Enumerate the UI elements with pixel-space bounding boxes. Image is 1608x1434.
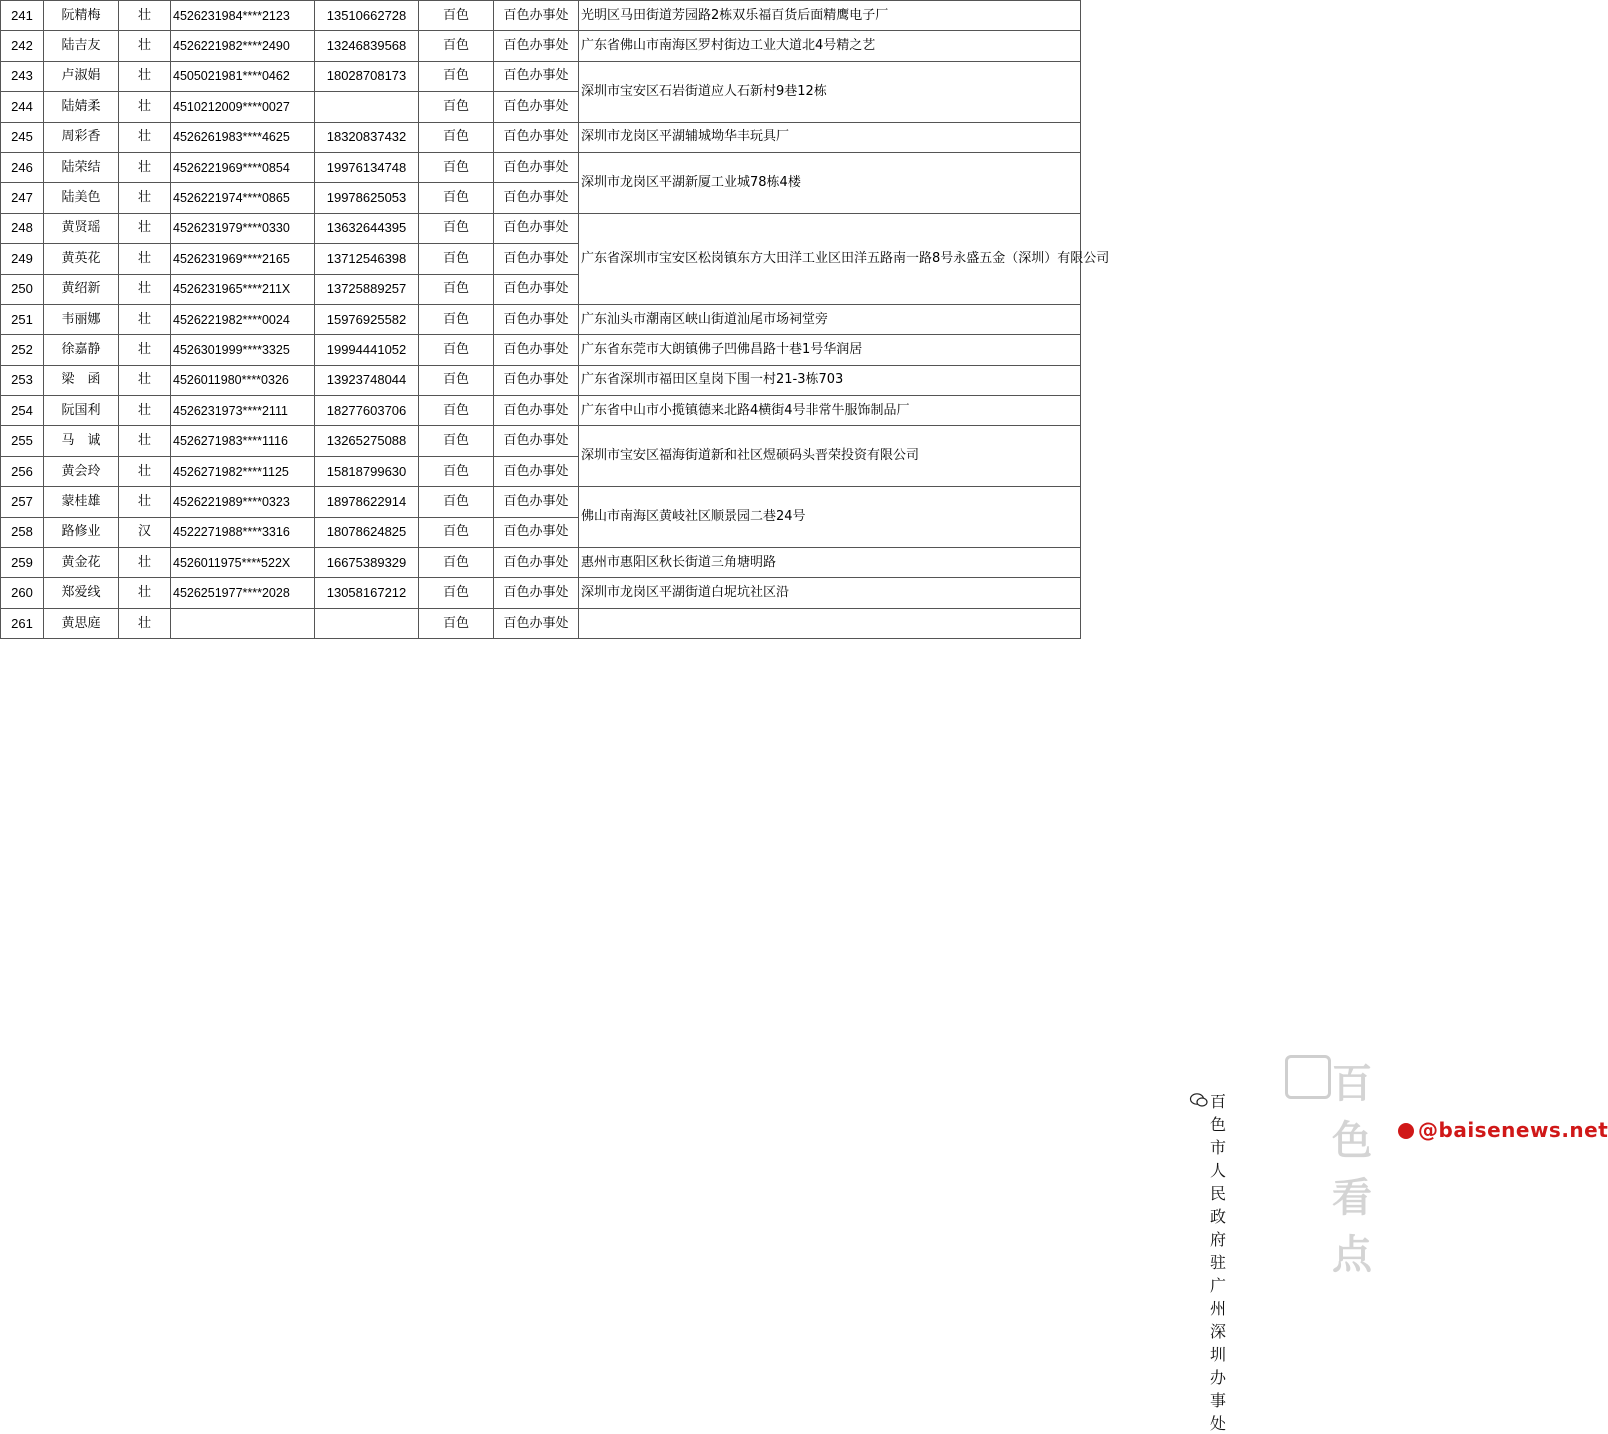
row-city: 百色	[419, 335, 494, 365]
row-address: 广东省深圳市宝安区松岗镇东方大田洋工业区田洋五路南一路8号永盛五金（深圳）有限公司	[579, 213, 1081, 304]
row-city: 百色	[419, 365, 494, 395]
row-number: 242	[1, 31, 44, 61]
row-office: 百色办事处	[494, 365, 579, 395]
row-city: 百色	[419, 244, 494, 274]
row-ethnicity: 壮	[119, 122, 171, 152]
row-address: 深圳市龙岗区平湖新厦工业城78栋4楼	[579, 152, 1081, 213]
row-city: 百色	[419, 578, 494, 608]
row-office: 百色办事处	[494, 548, 579, 578]
row-office: 百色办事处	[494, 426, 579, 456]
row-address: 深圳市宝安区石岩街道应人石新村9巷12栋	[579, 61, 1081, 122]
row-ethnicity: 壮	[119, 456, 171, 486]
row-number: 260	[1, 578, 44, 608]
row-id-number: 4510212009****0027	[171, 92, 315, 122]
table-row	[1, 608, 1081, 638]
row-ethnicity: 汉	[119, 517, 171, 547]
row-office: 百色办事处	[494, 122, 579, 152]
row-id-number: 4526271983****1116	[171, 426, 315, 456]
row-phone: 13632644395	[315, 213, 419, 243]
wechat-icon	[1190, 1093, 1208, 1107]
row-city: 百色	[419, 183, 494, 213]
row-name: 黄会玲	[44, 456, 119, 486]
row-address: 深圳市宝安区福海街道新和社区煜硕码头晋荣投资有限公司	[579, 426, 1081, 487]
row-id-number: 4526271982****1125	[171, 456, 315, 486]
row-office: 百色办事处	[494, 61, 579, 91]
row-city: 百色	[419, 396, 494, 426]
row-office: 百色办事处	[494, 335, 579, 365]
row-name: 黄金花	[44, 548, 119, 578]
row-name: 黄贤瑶	[44, 213, 119, 243]
row-number: 261	[1, 608, 44, 638]
row-city: 百色	[419, 608, 494, 638]
row-phone: 18978622914	[315, 487, 419, 517]
row-number: 259	[1, 548, 44, 578]
row-name: 黄思庭	[44, 608, 119, 638]
table-row	[1, 548, 1081, 578]
row-id-number	[171, 608, 315, 638]
row-city: 百色	[419, 92, 494, 122]
row-phone: 13923748044	[315, 365, 419, 395]
row-phone: 13058167212	[315, 578, 419, 608]
row-number: 256	[1, 456, 44, 486]
table-row	[1, 487, 1081, 517]
row-number: 254	[1, 396, 44, 426]
row-ethnicity: 壮	[119, 61, 171, 91]
row-name: 阮精梅	[44, 1, 119, 31]
row-id-number: 4526221974****0865	[171, 183, 315, 213]
row-phone: 19976134748	[315, 152, 419, 182]
row-office: 百色办事处	[494, 396, 579, 426]
row-id-number: 4526221969****0854	[171, 152, 315, 182]
row-number: 253	[1, 365, 44, 395]
row-name: 马 诚	[44, 426, 119, 456]
row-office: 百色办事处	[494, 244, 579, 274]
row-ethnicity: 壮	[119, 548, 171, 578]
row-name: 陆荣结	[44, 152, 119, 182]
row-address: 广东汕头市潮南区峡山街道汕尾市场祠堂旁	[579, 304, 1081, 334]
row-city: 百色	[419, 213, 494, 243]
row-address	[579, 608, 1081, 638]
row-address: 广东省东莞市大朗镇佛子凹佛昌路十巷1号华润居	[579, 335, 1081, 365]
row-address: 光明区马田街道芳园路2栋双乐福百货后面精鹰电子厂	[579, 1, 1081, 31]
row-office: 百色办事处	[494, 152, 579, 182]
table-row	[1, 31, 1081, 61]
row-office: 百色办事处	[494, 1, 579, 31]
row-number: 249	[1, 244, 44, 274]
row-id-number: 4526011980****0326	[171, 365, 315, 395]
row-phone: 13712546398	[315, 244, 419, 274]
row-phone: 13510662728	[315, 1, 419, 31]
row-name: 陆婧柔	[44, 92, 119, 122]
row-name: 路修业	[44, 517, 119, 547]
row-ethnicity: 壮	[119, 304, 171, 334]
row-city: 百色	[419, 152, 494, 182]
row-number: 243	[1, 61, 44, 91]
row-name: 韦丽娜	[44, 304, 119, 334]
row-id-number: 4522271988****3316	[171, 517, 315, 547]
row-number: 258	[1, 517, 44, 547]
row-phone: 13265275088	[315, 426, 419, 456]
weibo-icon	[1398, 1123, 1414, 1139]
row-number: 255	[1, 426, 44, 456]
row-address: 惠州市惠阳区秋长街道三角塘明路	[579, 548, 1081, 578]
row-ethnicity: 壮	[119, 213, 171, 243]
row-id-number: 4526221989****0323	[171, 487, 315, 517]
row-name: 黄绍新	[44, 274, 119, 304]
row-office: 百色办事处	[494, 183, 579, 213]
row-office: 百色办事处	[494, 92, 579, 122]
row-office: 百色办事处	[494, 31, 579, 61]
table-row	[1, 61, 1081, 91]
row-ethnicity: 壮	[119, 608, 171, 638]
table-row	[1, 396, 1081, 426]
row-name: 陆美色	[44, 183, 119, 213]
row-ethnicity: 壮	[119, 396, 171, 426]
table-row	[1, 122, 1081, 152]
row-phone: 13246839568	[315, 31, 419, 61]
row-address: 广东省深圳市福田区皇岗下围一村21-3栋703	[579, 365, 1081, 395]
row-ethnicity: 壮	[119, 92, 171, 122]
row-city: 百色	[419, 304, 494, 334]
row-city: 百色	[419, 1, 494, 31]
row-id-number: 4505021981****0462	[171, 61, 315, 91]
row-office: 百色办事处	[494, 213, 579, 243]
row-phone: 19978625053	[315, 183, 419, 213]
row-phone: 15818799630	[315, 456, 419, 486]
row-phone	[315, 608, 419, 638]
row-number: 246	[1, 152, 44, 182]
row-office: 百色办事处	[494, 487, 579, 517]
row-address: 深圳市龙岗区平湖街道白坭坑社区沿	[579, 578, 1081, 608]
row-phone: 16675389329	[315, 548, 419, 578]
table-row	[1, 304, 1081, 334]
row-phone: 18320837432	[315, 122, 419, 152]
table-row	[1, 335, 1081, 365]
row-name: 卢淑娟	[44, 61, 119, 91]
watermark-url: @baisenews.net	[1418, 1118, 1608, 1142]
table-row	[1, 426, 1081, 456]
row-id-number: 4526231973****2111	[171, 396, 315, 426]
row-city: 百色	[419, 426, 494, 456]
row-id-number: 4526231984****2123	[171, 1, 315, 31]
row-address: 广东省中山市小揽镇德来北路4横街4号非常牛服饰制品厂	[579, 396, 1081, 426]
row-id-number: 4526221982****0024	[171, 304, 315, 334]
row-office: 百色办事处	[494, 578, 579, 608]
row-ethnicity: 壮	[119, 426, 171, 456]
row-city: 百色	[419, 61, 494, 91]
row-city: 百色	[419, 548, 494, 578]
row-number: 252	[1, 335, 44, 365]
row-ethnicity: 壮	[119, 274, 171, 304]
row-phone: 18028708173	[315, 61, 419, 91]
row-number: 247	[1, 183, 44, 213]
row-ethnicity: 壮	[119, 487, 171, 517]
row-name: 蒙桂雄	[44, 487, 119, 517]
table-row	[1, 578, 1081, 608]
row-phone: 18277603706	[315, 396, 419, 426]
row-number: 248	[1, 213, 44, 243]
row-city: 百色	[419, 517, 494, 547]
row-id-number: 4526231979****0330	[171, 213, 315, 243]
row-number: 244	[1, 92, 44, 122]
row-city: 百色	[419, 456, 494, 486]
row-address: 佛山市南海区黄岐社区顺景园二巷24号	[579, 487, 1081, 548]
table-row	[1, 213, 1081, 243]
row-phone	[315, 92, 419, 122]
watermark-brand: 百色看点	[1332, 1061, 1374, 1278]
table-row	[1, 365, 1081, 395]
row-phone: 19994441052	[315, 335, 419, 365]
row-ethnicity: 壮	[119, 1, 171, 31]
row-name: 郑爱线	[44, 578, 119, 608]
table-row	[1, 152, 1081, 182]
row-name: 周彩香	[44, 122, 119, 152]
row-city: 百色	[419, 31, 494, 61]
watermark-logo-icon	[1285, 1055, 1331, 1099]
table-row	[1, 1, 1081, 31]
row-number: 250	[1, 274, 44, 304]
row-number: 241	[1, 1, 44, 31]
row-ethnicity: 壮	[119, 244, 171, 274]
row-number: 245	[1, 122, 44, 152]
row-ethnicity: 壮	[119, 152, 171, 182]
row-name: 陆吉友	[44, 31, 119, 61]
row-phone: 13725889257	[315, 274, 419, 304]
row-ethnicity: 壮	[119, 335, 171, 365]
row-number: 251	[1, 304, 44, 334]
row-city: 百色	[419, 487, 494, 517]
row-office: 百色办事处	[494, 274, 579, 304]
row-ethnicity: 壮	[119, 578, 171, 608]
row-number: 257	[1, 487, 44, 517]
row-id-number: 4526231969****2165	[171, 244, 315, 274]
row-address: 广东省佛山市南海区罗村街边工业大道北4号精之艺	[579, 31, 1081, 61]
row-name: 阮国利	[44, 396, 119, 426]
row-id-number: 4526221982****2490	[171, 31, 315, 61]
row-phone: 15976925582	[315, 304, 419, 334]
row-name: 徐嘉静	[44, 335, 119, 365]
row-id-number: 4526261983****4625	[171, 122, 315, 152]
row-office: 百色办事处	[494, 304, 579, 334]
row-id-number: 4526231965****211X	[171, 274, 315, 304]
row-phone: 18078624825	[315, 517, 419, 547]
row-city: 百色	[419, 122, 494, 152]
row-address: 深圳市龙岗区平湖辅城坳华丰玩具厂	[579, 122, 1081, 152]
row-city: 百色	[419, 274, 494, 304]
watermark-subtitle: 百色市人民政府驻广州深圳办事处	[1210, 1092, 1227, 1433]
row-id-number: 4526011975****522X	[171, 548, 315, 578]
row-office: 百色办事处	[494, 517, 579, 547]
row-id-number: 4526301999****3325	[171, 335, 315, 365]
row-name: 黄英花	[44, 244, 119, 274]
row-ethnicity: 壮	[119, 365, 171, 395]
row-office: 百色办事处	[494, 608, 579, 638]
row-name: 梁 函	[44, 365, 119, 395]
row-ethnicity: 壮	[119, 31, 171, 61]
row-office: 百色办事处	[494, 456, 579, 486]
row-id-number: 4526251977****2028	[171, 578, 315, 608]
roster-table	[0, 0, 1110, 639]
row-ethnicity: 壮	[119, 183, 171, 213]
